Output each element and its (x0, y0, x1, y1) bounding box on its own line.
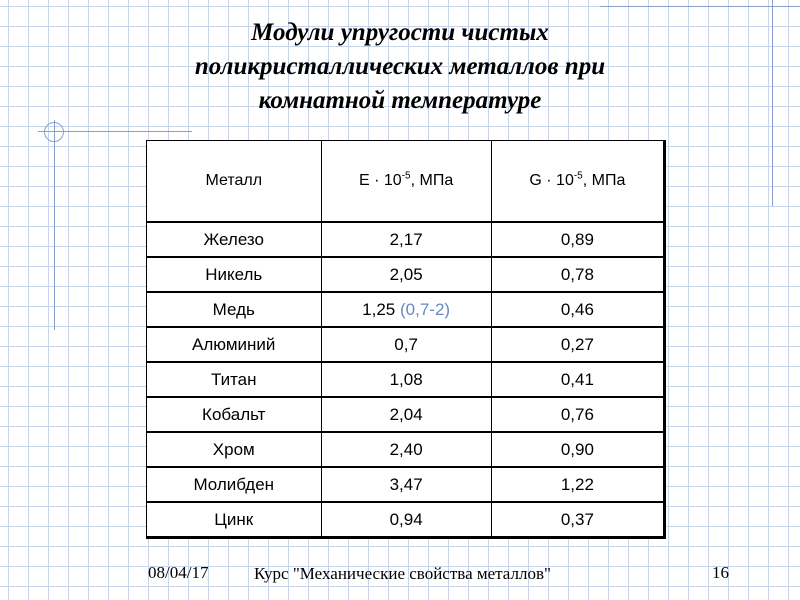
table-row (147, 292, 664, 327)
cell-e-value: 2,40 (389, 439, 423, 459)
moduli-table-container (146, 140, 666, 539)
cell-e-value: 1,25 (362, 299, 400, 319)
top-right-line (600, 6, 800, 7)
cell-e-value: 0,94 (389, 509, 423, 529)
slide-title (120, 16, 680, 118)
table-row (147, 257, 664, 292)
cell-e (321, 432, 491, 467)
cell-e-value: 2,04 (389, 404, 423, 424)
header-g-prefix: G · 10 (529, 172, 574, 189)
cell-g: 0,27 (491, 327, 663, 362)
cell-e-value: 3,47 (389, 474, 423, 494)
cell-g: 0,78 (491, 257, 663, 292)
margin-circle-icon (44, 122, 64, 142)
title-line: комнатной температуре (258, 87, 542, 114)
cell-metal: Хром (147, 432, 322, 467)
footer-date: 08/04/17 (148, 563, 209, 582)
cell-e-value: 2,17 (389, 229, 423, 249)
cell-e-value: 0,7 (394, 334, 418, 354)
cell-e (321, 467, 491, 502)
cell-g: 0,76 (491, 397, 663, 432)
title-line: поликристаллических металлов при (194, 53, 606, 80)
moduli-table (146, 140, 664, 537)
table-row (147, 432, 664, 467)
header-young-modulus (321, 141, 491, 223)
footer-page-number: 16 (712, 563, 729, 582)
table-row (147, 327, 664, 362)
title-line: Модули упругости чистых (251, 19, 549, 46)
cell-g: 0,37 (491, 502, 663, 537)
cell-e-value: 2,05 (389, 264, 423, 284)
cell-e (321, 292, 491, 327)
table-row (147, 362, 664, 397)
cell-e (321, 257, 491, 292)
cell-metal: Железо (147, 222, 322, 257)
cell-metal: Молибден (147, 467, 322, 502)
cell-e-value: 1,08 (389, 369, 423, 389)
cell-g: 1,22 (491, 467, 663, 502)
header-g-exponent: -5 (573, 170, 583, 182)
cell-e (321, 362, 491, 397)
header-e-exponent: -5 (401, 170, 411, 182)
table-row (147, 502, 664, 537)
cell-e (321, 222, 491, 257)
table-row (147, 222, 664, 257)
header-e-unit: , МПа (410, 172, 454, 189)
cell-metal: Медь (147, 292, 322, 327)
cell-metal: Никель (147, 257, 322, 292)
cell-metal: Алюминий (147, 327, 322, 362)
cell-g: 0,90 (491, 432, 663, 467)
header-g-unit: , МПа (582, 172, 626, 189)
cell-g: 0,46 (491, 292, 663, 327)
cell-e-range: (0,7-2) (399, 299, 451, 319)
header-e-prefix: E · 10 (359, 172, 402, 189)
table-header-row (147, 141, 664, 223)
cell-e (321, 502, 491, 537)
footer-course: Курс "Механические свойства металлов" (254, 564, 551, 583)
cell-g: 0,41 (491, 362, 663, 397)
table-row (147, 467, 664, 502)
cell-e (321, 327, 491, 362)
cell-metal: Кобальт (147, 397, 322, 432)
margin-line-left (54, 120, 55, 330)
header-metal: Металл (147, 141, 322, 223)
cell-g: 0,89 (491, 222, 663, 257)
cell-metal: Титан (147, 362, 322, 397)
header-shear-modulus (491, 141, 663, 223)
cell-metal: Цинк (147, 502, 322, 537)
margin-line-right (772, 0, 773, 206)
cell-e (321, 397, 491, 432)
table-row (147, 397, 664, 432)
